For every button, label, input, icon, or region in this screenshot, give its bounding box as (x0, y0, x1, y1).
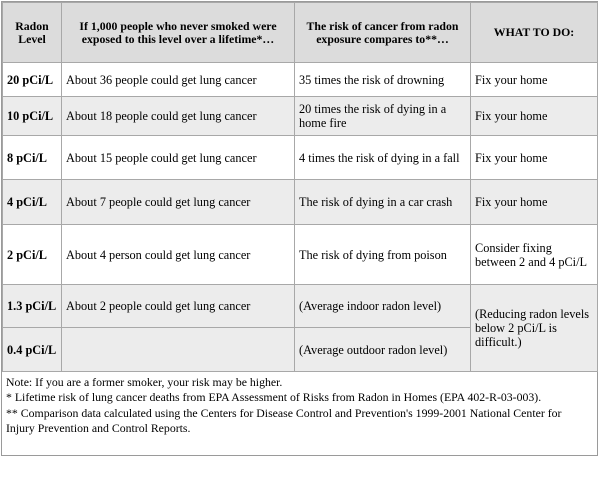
lung-cancer-cell: About 18 people could get lung cancer (62, 97, 295, 136)
header-risk-comparison: The risk of cancer from radon exposure compares to**… (295, 3, 471, 63)
lung-cancer-cell: About 4 person could get lung cancer (62, 225, 295, 285)
table-row (3, 97, 598, 136)
table-row (3, 180, 598, 225)
radon-level-cell: 4 pCi/L (3, 180, 62, 225)
risk-comparison-cell: 35 times the risk of drowning (295, 63, 471, 97)
comparison-data-footnote: ** Comparison data calculated using the Centers for Disease Control and Prevention's 1999-2001 National Center for Injury Prevention and Control Reports. (6, 405, 562, 436)
risk-comparison-cell: (Average indoor radon level) (295, 285, 471, 328)
former-smoker-note: Note: If you are a former smoker, your risk may be higher. (6, 375, 283, 389)
risk-comparison-cell: 4 times the risk of dying in a fall (295, 136, 471, 180)
radon-level-cell: 10 pCi/L (3, 97, 62, 136)
risk-comparison-cell: The risk of dying in a car crash (295, 180, 471, 225)
lung-cancer-cell: About 7 people could get lung cancer (62, 180, 295, 225)
table-row (3, 136, 598, 180)
header-what-to-do: WHAT TO DO: (471, 3, 598, 63)
lung-cancer-cell: About 2 people could get lung cancer (62, 285, 295, 328)
risk-comparison-cell: (Average outdoor radon level) (295, 328, 471, 372)
action-cell: (Reducing radon levels below 2 pCi/L is difficult.) (471, 285, 598, 372)
radon-level-cell: 2 pCi/L (3, 225, 62, 285)
radon-level-cell: 20 pCi/L (3, 63, 62, 97)
radon-level-cell: 1.3 pCi/L (3, 285, 62, 328)
action-cell: Fix your home (471, 136, 598, 180)
lung-cancer-cell: About 36 people could get lung cancer (62, 63, 295, 97)
table-row (3, 63, 598, 97)
radon-level-cell: 0.4 pCi/L (3, 328, 62, 372)
risk-comparison-cell: 20 times the risk of dying in a home fire (295, 97, 471, 136)
action-cell: Fix your home (471, 63, 598, 97)
lung-cancer-cell: About 15 people could get lung cancer (62, 136, 295, 180)
lifetime-risk-footnote: * Lifetime risk of lung cancer deaths from EPA Assessment of Risks from Radon in Homes (EPA 402-R-03-003). (6, 390, 542, 405)
risk-comparison-cell: The risk of dying from poison (295, 225, 471, 285)
radon-risk-table (2, 2, 598, 372)
action-cell: Fix your home (471, 97, 598, 136)
header-radon-level: Radon Level (3, 3, 62, 63)
radon-risk-document (1, 1, 598, 456)
header-lifetime-exposure: If 1,000 people who never smoked were exposed to this level over a lifetime*… (62, 3, 295, 63)
table-header-row (3, 3, 598, 63)
footnotes (2, 372, 597, 437)
action-cell: Fix your home (471, 180, 598, 225)
action-cell: Consider fixing between 2 and 4 pCi/L (471, 225, 598, 285)
table-row (3, 285, 598, 328)
lung-cancer-cell (62, 328, 295, 372)
radon-level-cell: 8 pCi/L (3, 136, 62, 180)
table-row (3, 225, 598, 285)
